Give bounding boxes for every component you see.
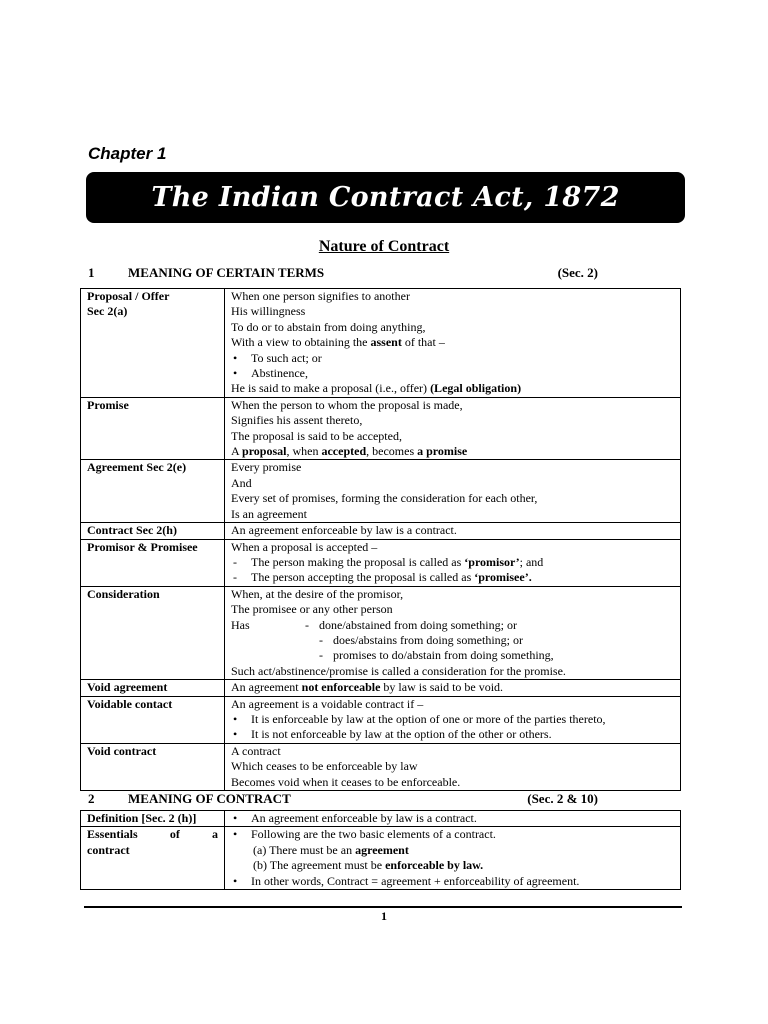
definition-line: With a view to obtaining the assent of that – <box>231 335 445 350</box>
term-label: contract <box>87 842 130 857</box>
definition-line: A contract <box>231 743 281 758</box>
definition-line: To do or to abstain from doing anything, <box>231 319 426 334</box>
section-2-heading <box>88 791 598 807</box>
definition-line: When a proposal is accepted – <box>231 539 378 554</box>
definition-line: He is said to make a proposal (i.e., offer) (Legal obligation) <box>231 381 522 396</box>
table-row <box>81 696 681 743</box>
definition-line: Is an agreement <box>231 506 307 521</box>
section-number: 2 <box>88 791 95 806</box>
term-cell <box>81 289 225 398</box>
definition-line: And <box>231 475 252 490</box>
term-cell: Void contract <box>81 743 225 790</box>
definition-cell: An agreement not enforceable by law is said to be void. <box>225 680 681 696</box>
chapter-title-banner: The Indian Contract Act, 1872 <box>86 172 685 223</box>
chapter-label: Chapter 1 <box>88 144 167 163</box>
definition-cell <box>225 743 681 790</box>
footer-rule <box>84 906 682 908</box>
term-cell <box>81 827 225 890</box>
definition-cell <box>225 811 681 827</box>
table-row <box>81 460 681 523</box>
term-label: Sec 2(a) <box>87 304 128 319</box>
table-row <box>81 289 681 398</box>
definition-line: His willingness <box>231 304 306 319</box>
section-title: MEANING OF CERTAIN TERMS <box>128 265 325 280</box>
table-row <box>81 680 681 696</box>
definition-line: Every set of promises, forming the consideration for each other, <box>231 491 538 506</box>
definition-line: - does/abstains from doing something; or <box>319 632 523 647</box>
definition-line: Such act/abstinence/promise is called a consideration for the promise. <box>231 663 566 678</box>
term-cell: Agreement Sec 2(e) <box>81 460 225 523</box>
term-cell: Promise <box>81 397 225 460</box>
term-cell: Voidable contact <box>81 696 225 743</box>
definition-cell <box>225 696 681 743</box>
definition-line: Becomes void when it ceases to be enforceable. <box>231 774 461 789</box>
section-ref: (Sec. 2) <box>557 265 598 280</box>
term-cell: Void agreement <box>81 680 225 696</box>
definition-line: Every promise <box>231 460 302 475</box>
bullet-item: • Abstinence, <box>231 366 674 381</box>
dash-item: - The person making the proposal is called as ‘promisor’; and <box>231 555 674 570</box>
section-ref: (Sec. 2 & 10) <box>527 791 598 806</box>
sub-item: (b) The agreement must be enforceable by law. <box>253 858 484 873</box>
definition-line: The promisee or any other person <box>231 602 393 617</box>
definition-line: Which ceases to be enforceable by law <box>231 759 418 774</box>
dash-item: - The person accepting the proposal is called as ‘promisee’. <box>231 570 674 585</box>
table-row <box>81 397 681 460</box>
definition-cell <box>225 827 681 890</box>
term-cell: Contract Sec 2(h) <box>81 523 225 539</box>
bullet-item: • It is enforceable by law at the option of one or more of the parties thereto, <box>231 712 674 727</box>
definition-cell <box>225 397 681 460</box>
table-row <box>81 743 681 790</box>
table-row <box>81 586 681 679</box>
section-number: 1 <box>88 265 95 280</box>
definition-cell: An agreement enforceable by law is a contract. <box>225 523 681 539</box>
bullet-item: • To such act; or <box>231 351 674 366</box>
bullet-item: • Following are the two basic elements of a contract. <box>231 827 674 842</box>
definition-line: When one person signifies to another <box>231 289 410 303</box>
section-subtitle <box>0 238 768 256</box>
definition-line: The proposal is said to be accepted, <box>231 428 402 443</box>
section-title: MEANING OF CONTRACT <box>128 791 291 806</box>
table-row <box>81 811 681 827</box>
term-label: Essentials of a <box>87 827 218 842</box>
term-label: Proposal / Offer <box>87 289 170 303</box>
table-row <box>81 539 681 586</box>
section-1-heading <box>88 265 598 281</box>
subtitle-text: Nature of Contract <box>318 238 450 255</box>
bullet-item: • An agreement enforceable by law is a contract. <box>231 811 674 826</box>
bullet-item: • It is not enforceable by law at the option of the other or others. <box>231 727 674 742</box>
term-cell: Definition [Sec. 2 (h)] <box>81 811 225 827</box>
table-row <box>81 827 681 890</box>
bullet-item: • In other words, Contract = agreement + enforceability of agreement. <box>231 874 674 889</box>
contract-table <box>80 810 681 890</box>
definition-cell <box>225 586 681 679</box>
definition-line: Has - done/abstained from doing something; or <box>231 617 517 632</box>
definition-cell <box>225 460 681 523</box>
definition-cell <box>225 289 681 398</box>
definition-line: Signifies his assent thereto, <box>231 413 363 428</box>
definition-line: - promises to do/abstain from doing something, <box>319 648 554 663</box>
definition-line: When the person to whom the proposal is made, <box>231 397 463 412</box>
definition-line: An agreement is a voidable contract if – <box>231 696 424 711</box>
table-row <box>81 523 681 539</box>
definition-cell <box>225 539 681 586</box>
terms-table <box>80 288 681 791</box>
term-cell: Promisor & Promisee <box>81 539 225 586</box>
page-number: 1 <box>381 909 387 923</box>
sub-item: (a) There must be an agreement <box>253 842 409 857</box>
definition-line: A proposal, when accepted, becomes a promise <box>231 444 468 459</box>
definition-line: When, at the desire of the promisor, <box>231 586 404 601</box>
term-cell: Consideration <box>81 586 225 679</box>
